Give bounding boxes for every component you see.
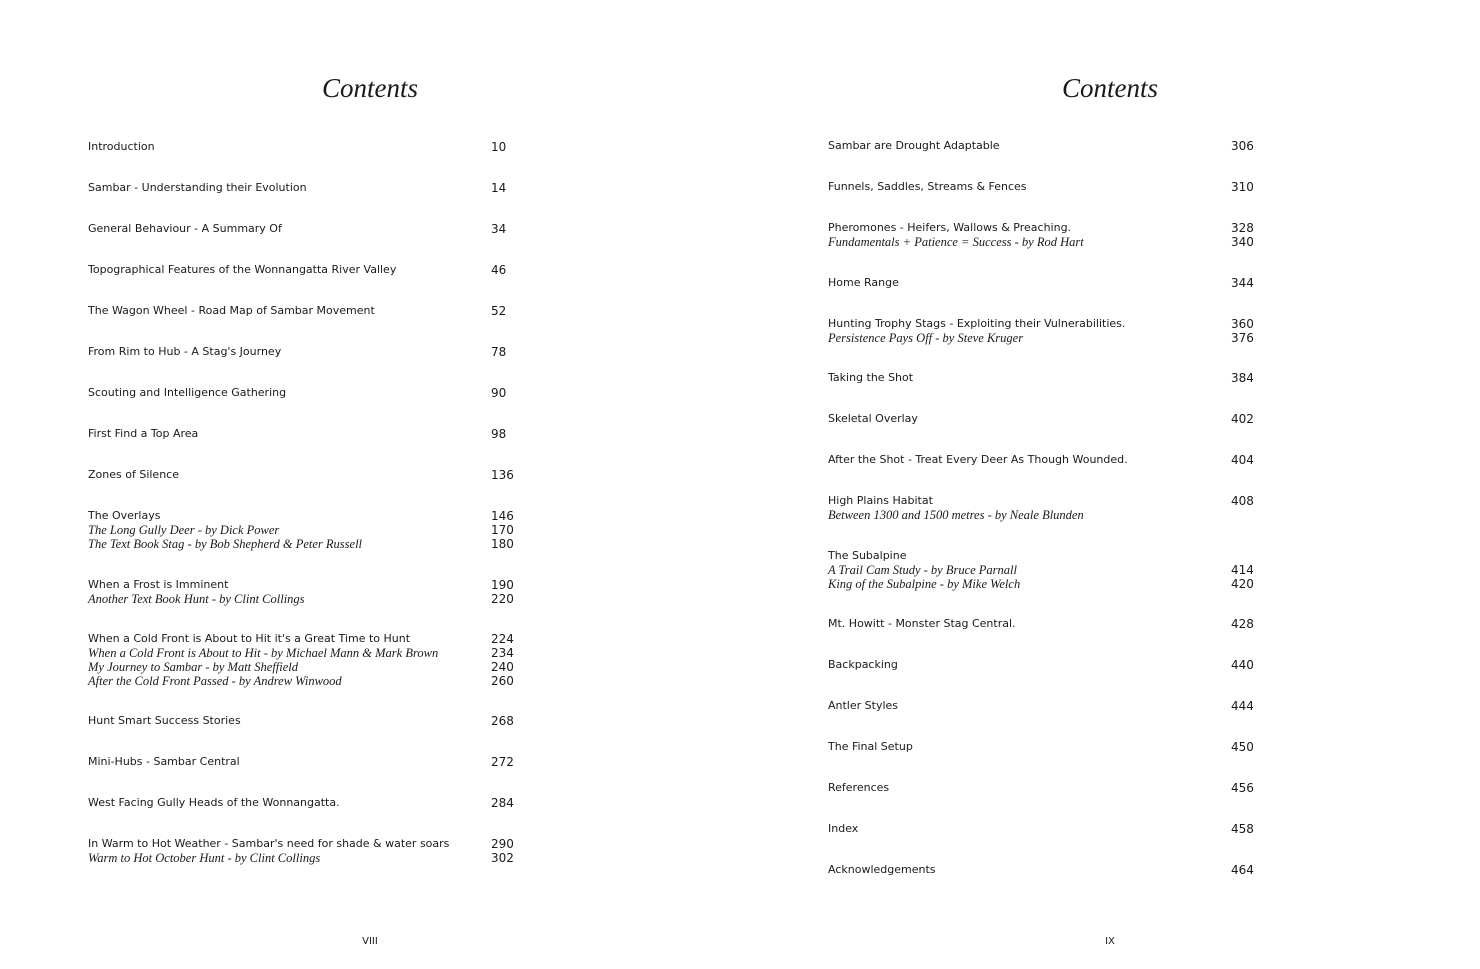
toc-page-number: 284: [491, 796, 514, 810]
toc-page-number: 456: [1231, 781, 1254, 795]
toc-entry: [88, 796, 528, 810]
toc-page-number: 310: [1231, 180, 1254, 194]
toc-subentry-title: A Trail Cam Study - by Bruce Parnall: [828, 563, 1017, 577]
toc-page-number: 414: [1231, 563, 1254, 577]
toc-subentry-title: The Long Gully Deer - by Dick Power: [88, 523, 280, 537]
toc-entry: [88, 181, 528, 195]
toc-entry: [88, 592, 528, 606]
toc-entry: [828, 180, 1268, 194]
toc-page-number: 234: [491, 646, 514, 660]
toc-entry: [828, 563, 1268, 577]
toc-subentry-title: Another Text Book Hunt - by Clint Collings: [88, 592, 305, 606]
page-number: IX: [1105, 936, 1115, 947]
toc-page-number: 220: [491, 592, 514, 606]
toc-page-number: 180: [491, 537, 514, 551]
toc-entry-title: References: [828, 781, 890, 794]
toc-entry: [828, 781, 1268, 795]
page-title: Contents: [1061, 73, 1158, 103]
toc-page-number: 450: [1231, 740, 1254, 754]
toc-entry: [88, 386, 528, 400]
toc-page-number: 10: [491, 140, 507, 154]
toc-page-number: 268: [491, 714, 514, 728]
toc-subentry-title: Between 1300 and 1500 metres - by Neale Blunden: [828, 508, 1084, 522]
toc-page-number: 190: [491, 578, 514, 592]
toc-entry: [828, 658, 1268, 672]
toc-entry: [828, 453, 1268, 467]
toc-entry: [828, 699, 1268, 713]
toc-page-number: 260: [491, 674, 514, 688]
toc-page-number: 240: [491, 660, 514, 674]
toc-page-number: 408: [1231, 494, 1254, 508]
right-page: [740, 0, 1480, 969]
toc-entry: [828, 412, 1268, 426]
toc-entry: [828, 235, 1268, 249]
toc-entry-title: Home Range: [828, 276, 899, 289]
toc-entry: [828, 317, 1268, 331]
toc-entry-title: Sambar - Understanding their Evolution: [88, 181, 307, 194]
toc-page-number: 384: [1231, 371, 1254, 385]
toc-subentry-title: After the Cold Front Passed - by Andrew Winwood: [88, 674, 342, 688]
toc-entry: [88, 646, 528, 660]
toc-entry-title: General Behaviour - A Summary Of: [88, 222, 282, 235]
toc-entry: [88, 837, 528, 851]
toc-page-number: 428: [1231, 617, 1254, 631]
toc-entry-title: When a Frost is Imminent: [88, 578, 229, 591]
toc-subentry-title: When a Cold Front is About to Hit - by Michael Mann & Mark Brown: [88, 646, 439, 660]
toc-page-number: 464: [1231, 863, 1254, 877]
toc-page-number: 340: [1231, 235, 1254, 249]
toc-entry: [88, 755, 528, 769]
page-title: Contents: [321, 73, 418, 103]
toc-entry: [828, 221, 1268, 235]
toc-entry: [828, 740, 1268, 754]
toc-entry: [88, 674, 528, 688]
toc-entry-title: After the Shot - Treat Every Deer As Though Wounded.: [828, 453, 1128, 466]
toc-page-number: 302: [491, 851, 514, 865]
toc-entry-title: West Facing Gully Heads of the Wonnangatta.: [88, 796, 340, 809]
toc-page-number: 404: [1231, 453, 1254, 467]
toc-page-number: 440: [1231, 658, 1254, 672]
toc-entry: [88, 468, 528, 482]
toc-entry: [828, 276, 1268, 290]
toc-entry-title: Zones of Silence: [88, 468, 179, 481]
toc-entry-title: Funnels, Saddles, Streams & Fences: [828, 180, 1027, 193]
toc-page-number: 458: [1231, 822, 1254, 836]
toc-page-number: 46: [491, 263, 507, 277]
toc-subentry-title: Warm to Hot October Hunt - by Clint Collings: [88, 851, 321, 865]
toc-entry-title: First Find a Top Area: [88, 427, 199, 440]
toc-entry: [828, 863, 1268, 877]
toc-entry: [828, 577, 1268, 591]
toc-page-number: 402: [1231, 412, 1254, 426]
toc-entry-title: The Wagon Wheel - Road Map of Sambar Movement: [88, 304, 375, 317]
toc-page-number: 376: [1231, 331, 1254, 345]
toc-entry: [88, 304, 528, 318]
toc-entry: [88, 851, 528, 865]
toc-page-number: 14: [491, 181, 507, 195]
toc-page-number: 146: [491, 509, 514, 523]
toc-page-number: 272: [491, 755, 514, 769]
toc-entry-title: In Warm to Hot Weather - Sambar's need for shade & water soars: [88, 837, 450, 850]
toc-page-number: 344: [1231, 276, 1254, 290]
toc-entry: [88, 509, 528, 523]
toc-entry: [88, 523, 528, 537]
toc-page-number: 98: [491, 427, 507, 441]
toc-entry: [88, 660, 528, 674]
toc-page-number: 444: [1231, 699, 1254, 713]
toc-entry: [828, 617, 1268, 631]
toc-entry-title: Introduction: [88, 140, 155, 153]
toc-entry: [828, 139, 1268, 153]
toc-entry: [88, 222, 528, 236]
toc-page-number: 306: [1231, 139, 1254, 153]
toc-entry: [828, 371, 1268, 385]
toc-entry-title: Backpacking: [828, 658, 898, 671]
toc-page-number: 52: [491, 304, 507, 318]
toc-subentry-title: King of the Subalpine - by Mike Welch: [828, 577, 1021, 591]
toc-entry: [88, 427, 528, 441]
toc-page-number: 136: [491, 468, 514, 482]
toc-entry-title: Skeletal Overlay: [828, 412, 918, 425]
toc-entry: [828, 494, 1268, 508]
toc-entry-title: When a Cold Front is About to Hit it's a Great Time to Hunt: [88, 632, 411, 645]
toc-entry: [88, 345, 528, 359]
toc-page-number: 420: [1231, 577, 1254, 591]
toc-entry-title: High Plains Habitat: [828, 494, 933, 507]
toc-entry: [828, 822, 1268, 836]
toc-page-number: 34: [491, 222, 507, 236]
toc-entry: [828, 549, 1268, 563]
toc-entry-title: Sambar are Drought Adaptable: [828, 139, 1000, 152]
toc-entry-title: Taking the Shot: [828, 371, 914, 384]
toc-entry-title: Scouting and Intelligence Gathering: [88, 386, 287, 399]
toc-entry-title: Pheromones - Heifers, Wallows & Preaching.: [828, 221, 1072, 234]
toc-page-number: 328: [1231, 221, 1254, 235]
toc-subentry-title: The Text Book Stag - by Bob Shepherd & Peter Russell: [88, 537, 363, 551]
toc-entry: [88, 578, 528, 592]
toc-entry-title: Antler Styles: [828, 699, 899, 712]
toc-subentry-title: My Journey to Sambar - by Matt Sheffield: [88, 660, 299, 674]
toc-entry: [88, 714, 528, 728]
toc-entry-title: Mt. Howitt - Monster Stag Central.: [828, 617, 1016, 630]
toc-page-number: 78: [491, 345, 507, 359]
toc-page-number: 170: [491, 523, 514, 537]
toc-entry-title: From Rim to Hub - A Stag's Journey: [88, 345, 282, 358]
toc-entry: [88, 140, 528, 154]
toc-entry-title: The Overlays: [88, 509, 161, 522]
toc-page-number: 290: [491, 837, 514, 851]
page-number: VIII: [362, 936, 378, 947]
toc-entry-title: Hunt Smart Success Stories: [88, 714, 241, 727]
toc-entry-title: Index: [828, 822, 859, 835]
toc-entry: [88, 537, 528, 551]
toc-page-number: 224: [491, 632, 514, 646]
toc-entry-title: The Final Setup: [828, 740, 913, 753]
toc-entry: [88, 632, 528, 646]
toc-entry-title: Hunting Trophy Stags - Exploiting their Vulnerabilities.: [828, 317, 1126, 330]
toc-page-number: 360: [1231, 317, 1254, 331]
toc-entry-title: Mini-Hubs - Sambar Central: [88, 755, 240, 768]
toc-entry-title: Acknowledgements: [828, 863, 936, 876]
toc-entry-title: The Subalpine: [828, 549, 907, 562]
toc-subentry-title: Fundamentals + Patience = Success - by Rod Hart: [828, 235, 1084, 249]
toc-page-number: 90: [491, 386, 507, 400]
toc-entry: [828, 331, 1268, 345]
toc-entry: [88, 263, 528, 277]
toc-subentry-title: Persistence Pays Off - by Steve Kruger: [828, 331, 1024, 345]
toc-entry: [828, 508, 1268, 522]
toc-entry-title: Topographical Features of the Wonnangatta River Valley: [88, 263, 397, 276]
